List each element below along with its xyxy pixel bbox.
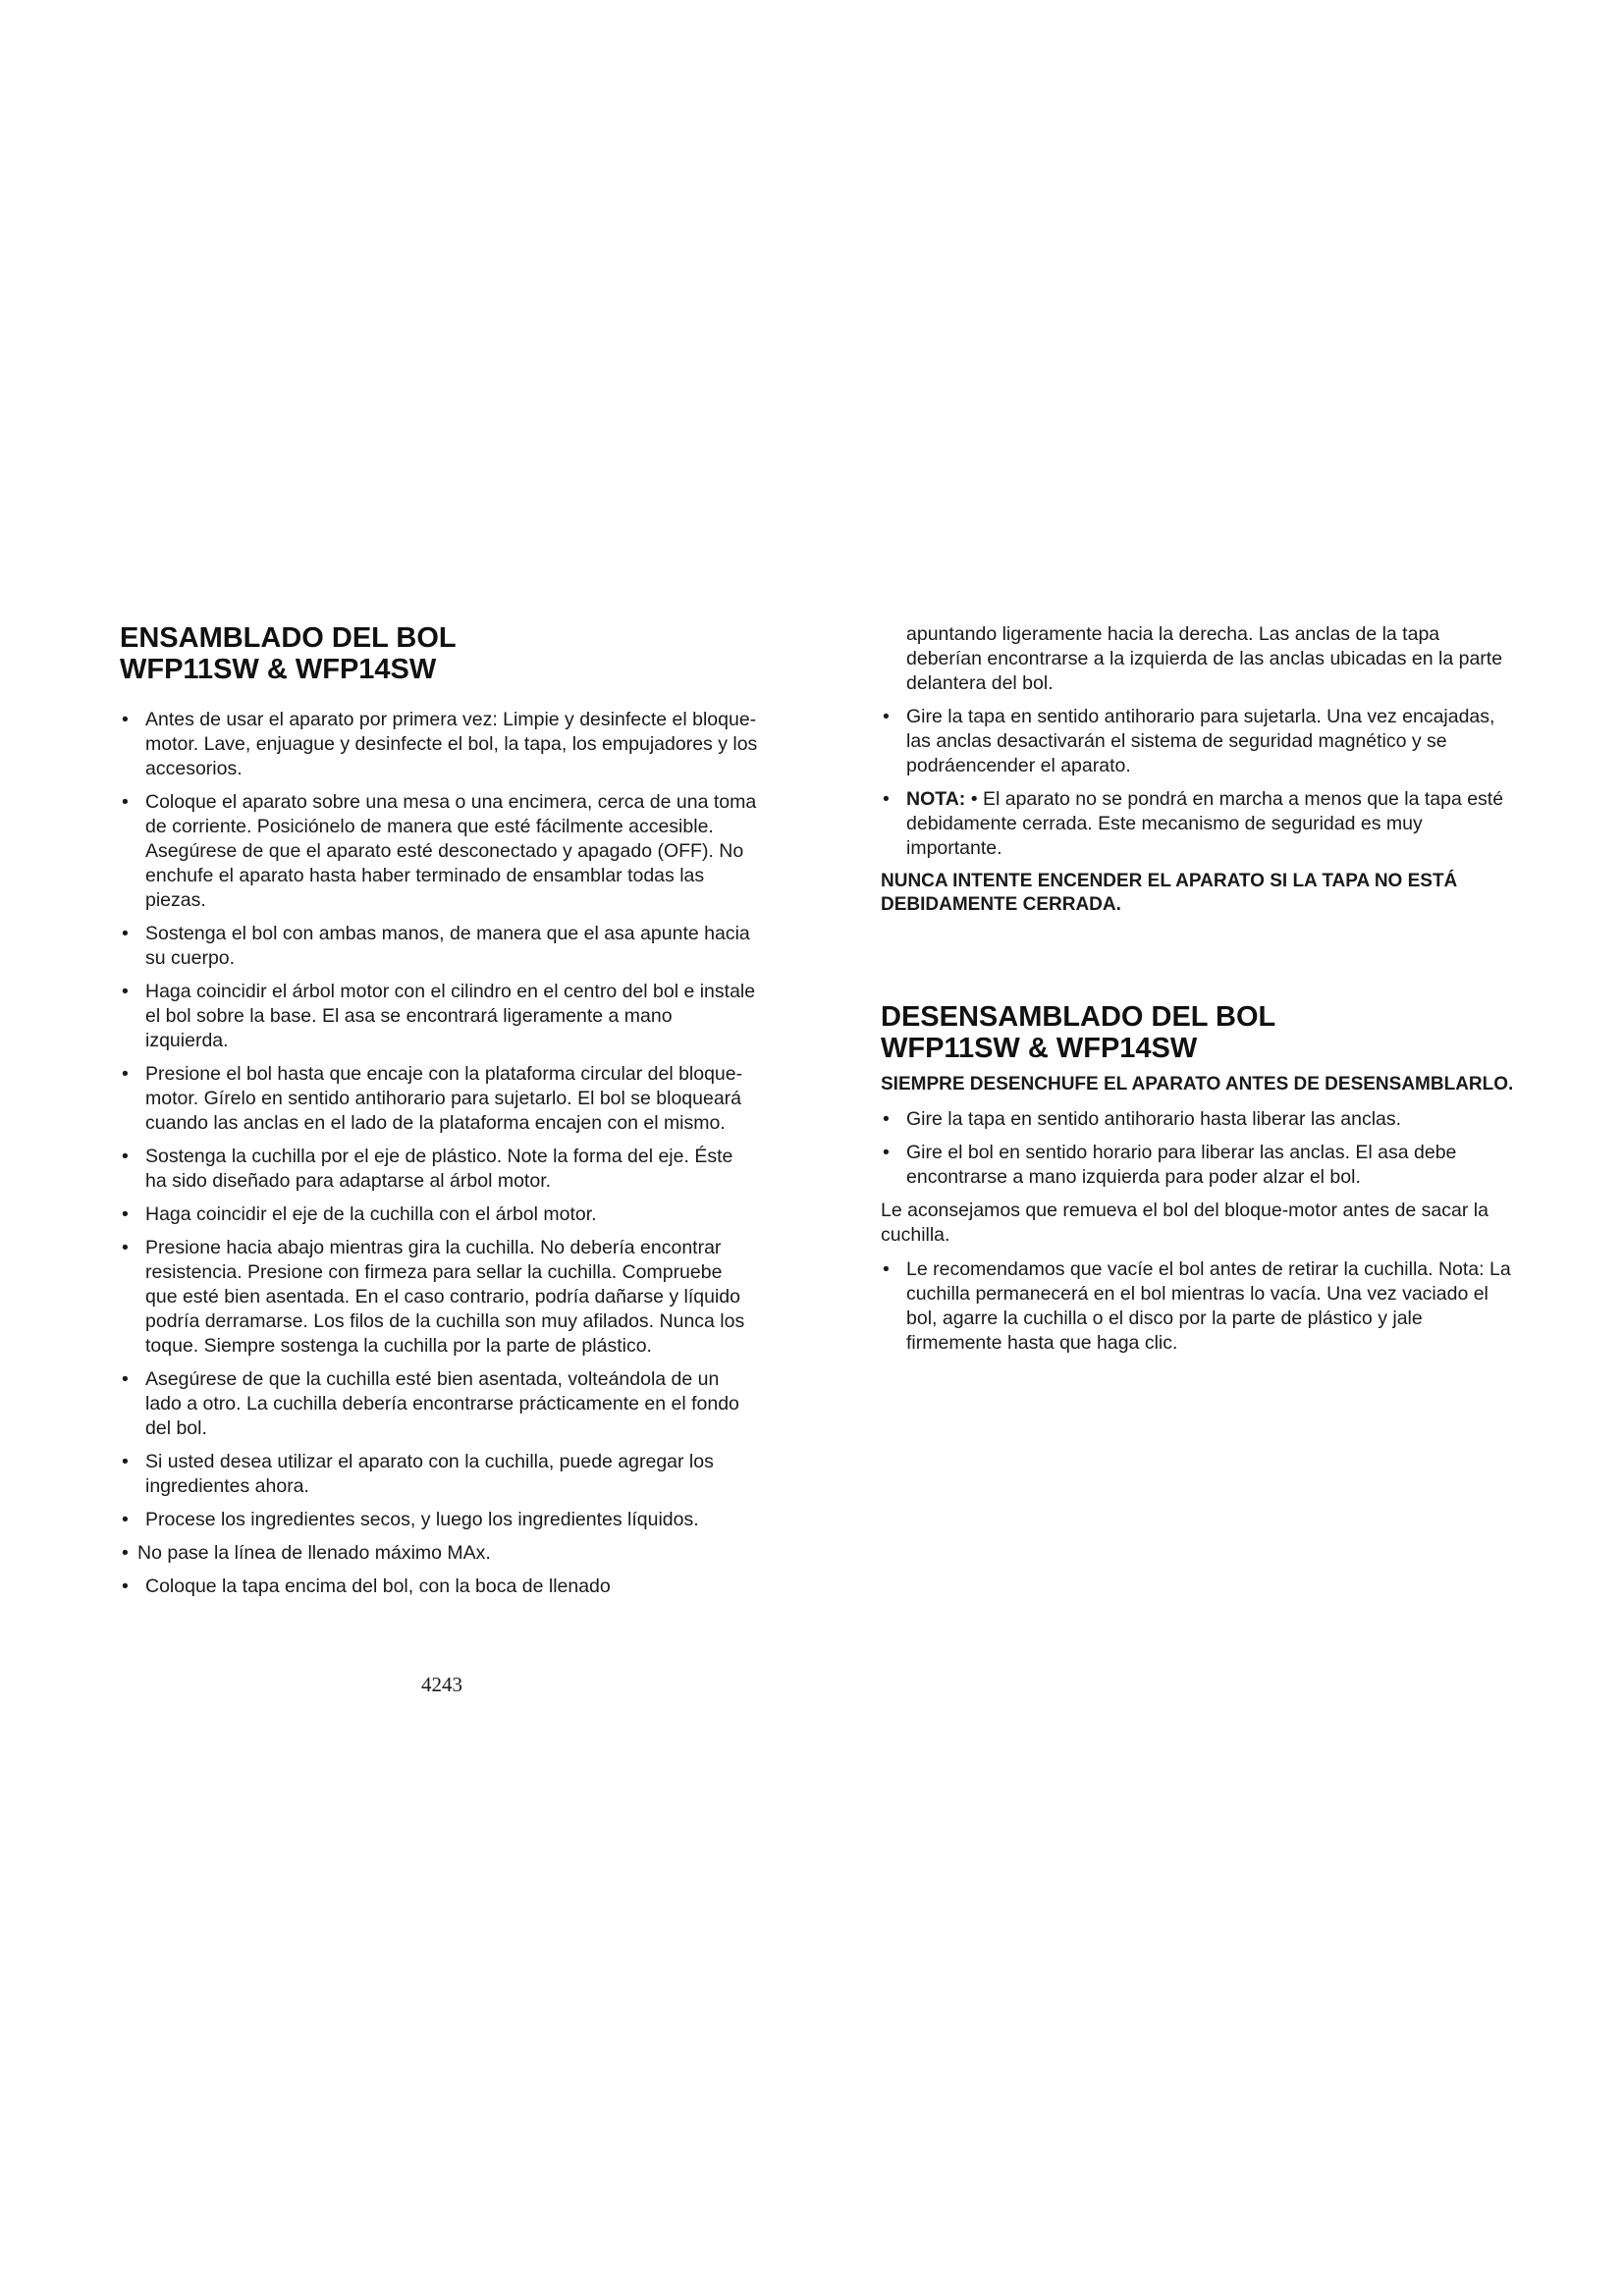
list-item: • Coloque la tapa encima del bol, con la boca de llenado (122, 1575, 611, 1597)
warning-text: NUNCA INTENTE ENCENDER EL APARATO SI LA TAPA NO ESTÁ DEBIDAMENTE CERRADA. (881, 871, 1458, 915)
list-item: • Sostenga la cuchilla por el eje de plástico. Note la forma del eje. Éste ha sido diseñado para adaptarse al árbol motor. (122, 1145, 733, 1192)
assembly-steps-continued (881, 705, 1519, 861)
list-item: • Presione hacia abajo mientras gira la cuchilla. No debería encontrar resistencia. Presione con firmeza para sellar la cuchilla. Compruebe que esté bien asentada. En el caso contrario, podría dañarse y líquido podría derramarse. Los filos de la cuchilla son muy afilados. Nunca los toque. Siempre sostenga la cuchilla por la parte de plástico. (122, 1236, 745, 1357)
list-item: • Asegúrese de que la cuchilla esté bien asentada, volteándola de un lado a otro. La cuchilla debería encontrarse prácticamente en el fondo del bol. (122, 1367, 739, 1439)
page-number: 4243 (421, 1673, 462, 1696)
title-line-1: ENSAMBLADO DEL BOL (120, 622, 457, 654)
list-item: • Le recomendamos que vacíe el bol antes de retirar la cuchilla. Nota: La cuchilla permanecerá en el bol mientras lo vacía. Una vez vaciado el bol, agarre la cuchilla o el disco por la parte de plástico y jale firmemente hasta que haga clic. (883, 1257, 1511, 1354)
list-item: • Gire la tapa en sentido antihorario hasta liberar las anclas. (883, 1107, 1402, 1130)
list-item: • Haga coincidir el eje de la cuchilla con el árbol motor. (122, 1202, 597, 1225)
section-title-desensamblado (881, 1001, 1519, 1065)
list-item: • Si usted desea utilizar el aparato con la cuchilla, puede agregar los ingredientes ahora. (122, 1450, 714, 1497)
unplug-warning: SIEMPRE DESENCHUFE EL APARATO ANTES DE DESENSAMBLARLO. (881, 1073, 1514, 1095)
advice-paragraph: Le aconsejamos que remueva el bol del bloque-motor antes de sacar la cuchilla. (881, 1199, 1489, 1246)
list-item: • Sostenga el bol con ambas manos, de manera que el asa apunte hacia su cuerpo. (122, 922, 750, 969)
list-item: • Coloque el aparato sobre una mesa o una encimera, cerca de una toma de corriente. Posiciónelo de manera que esté fácilmente accesible. Asegúrese de que el aparato esté desconectado y apagado (OFF). No enchufe el aparato hasta haber terminado de ensamblar todas las piezas. (122, 790, 757, 911)
list-item: • No pase la línea de llenado máximo MAx. (122, 1541, 491, 1564)
assembly-steps-list (120, 708, 758, 1599)
right-column (881, 622, 1519, 1364)
list-item: • Haga coincidir el árbol motor con el cilindro en el centro del bol e instale el bol sobre la base. El asa se encontrará ligeramente a mano izquierda. (122, 980, 756, 1051)
list-item: • Gire la tapa en sentido antihorario para sujetarla. Una vez encajadas, las anclas desactivarán el sistema de seguridad magnético y se podráencender el aparato. (883, 706, 1495, 776)
list-item: • Antes de usar el aparato por primera vez: Limpie y desinfecte el bloque-motor. Lave, enjuague y desinfecte el bol, la tapa, los empujadores y los accesorios. (122, 708, 758, 779)
title-line-2: WFP11SW & WFP14SW (120, 654, 437, 686)
note-label: NOTA: (906, 788, 966, 810)
continuation-text: apuntando ligeramente hacia la derecha. Las anclas de la tapa deberían encontrarse a la izquierda de las anclas ubicadas en la parte delantera del bol. (906, 623, 1503, 694)
list-item: • Presione el bol hasta que encaje con la plataforma circular del bloque-motor. Gírelo en sentido antihorario para sujetarlo. El bol se bloqueará cuando las anclas en el lado de la plataforma encajen con el mismo. (122, 1062, 743, 1134)
blade-removal-list (881, 1257, 1519, 1356)
section-title-ensamblado (120, 622, 758, 686)
title-line-1: DESENSAMBLADO DEL BOL (881, 1001, 1276, 1033)
list-item: • Procese los ingredientes secos, y luego los ingredientes líquidos. (122, 1508, 699, 1530)
left-column (120, 622, 758, 1608)
note-item: • NOTA: • El aparato no se pondrá en marcha a menos que la tapa esté debidamente cerrada. Este mecanismo de seguridad es muy importante. (883, 788, 1504, 859)
title-line-2: WFP11SW & WFP14SW (881, 1033, 1198, 1065)
list-item: • Gire el bol en sentido horario para liberar las anclas. El asa debe encontrarse a mano izquierda para poder alzar el bol. (883, 1141, 1457, 1188)
disassembly-steps-list (881, 1107, 1519, 1190)
